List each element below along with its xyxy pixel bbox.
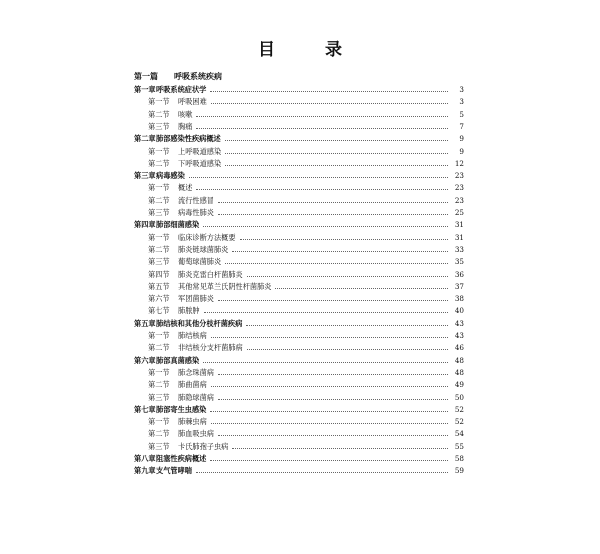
entry-number: 第一节 bbox=[148, 146, 170, 156]
part-heading bbox=[134, 71, 222, 82]
entry-title: 葡萄球菌肺炎 bbox=[178, 257, 222, 267]
entry-page-number: 52 bbox=[454, 404, 464, 414]
entry-title: 卡氏肺孢子虫病 bbox=[178, 441, 229, 451]
entry-number: 第五节 bbox=[148, 281, 170, 291]
entry-title: 胸痛 bbox=[178, 121, 193, 131]
dot-leader bbox=[211, 336, 448, 338]
dot-leader bbox=[225, 164, 448, 166]
toc-chapter-row bbox=[134, 169, 464, 181]
entry-number: 第七节 bbox=[148, 306, 170, 316]
toc-section-row bbox=[148, 440, 464, 452]
dot-leader bbox=[210, 410, 448, 412]
toc-section-row bbox=[148, 280, 464, 292]
dot-leader bbox=[203, 225, 448, 227]
entry-page-number: 37 bbox=[454, 281, 464, 291]
dot-leader bbox=[196, 188, 448, 190]
entry-number: 第三节 bbox=[148, 441, 170, 451]
entry-page-number: 5 bbox=[459, 109, 464, 119]
entry-title: 其他常见革兰氏阴性杆菌肺炎 bbox=[178, 281, 272, 291]
entry-title: 肺曲菌病 bbox=[178, 380, 207, 390]
entry-number: 第三节 bbox=[148, 392, 170, 402]
toc-section-row bbox=[148, 157, 464, 169]
entry-page-number: 3 bbox=[459, 97, 464, 107]
toc-section-row bbox=[148, 206, 464, 218]
entry-page-number: 23 bbox=[454, 195, 464, 205]
toc-chapter-row bbox=[134, 354, 464, 366]
part-name: 呼吸系统疾病 bbox=[174, 71, 222, 81]
entry-number: 第三章 bbox=[134, 171, 156, 181]
entry-number: 第二节 bbox=[148, 109, 170, 119]
entry-title: 病毒性肺炎 bbox=[178, 208, 214, 217]
toc-section-row bbox=[148, 378, 464, 390]
toc-section-row bbox=[148, 292, 464, 304]
toc-section-row bbox=[148, 427, 464, 439]
entry-page-number: 7 bbox=[459, 121, 464, 131]
entry-title: 肺部真菌感染 bbox=[156, 355, 200, 365]
entry-title: 肺棘虫病 bbox=[178, 417, 207, 427]
entry-title: 流行性感冒 bbox=[178, 195, 214, 205]
part-number: 第一篇 bbox=[134, 71, 158, 81]
entry-page-number: 9 bbox=[459, 134, 464, 144]
dot-leader bbox=[240, 238, 448, 240]
toc-chapter-row bbox=[134, 317, 464, 329]
entry-title: 肺隐球菌病 bbox=[178, 392, 214, 402]
entry-number: 第九章 bbox=[134, 466, 156, 476]
entry-title: 肺部细菌感染 bbox=[156, 220, 200, 230]
entry-title: 肺血吸虫病 bbox=[178, 429, 214, 439]
dot-leader bbox=[210, 459, 448, 461]
entry-title: 肺念珠菌病 bbox=[178, 367, 214, 377]
entry-title: 临床诊断方法概要 bbox=[178, 232, 236, 242]
dot-leader bbox=[218, 299, 448, 301]
entry-number: 第一节 bbox=[148, 367, 170, 377]
entry-title: 咳嗽 bbox=[178, 109, 193, 119]
dot-leader bbox=[196, 115, 448, 117]
entry-page-number: 31 bbox=[454, 220, 464, 230]
toc-chapter-row bbox=[134, 132, 464, 144]
dot-leader bbox=[218, 213, 448, 215]
entry-number: 第四节 bbox=[148, 269, 170, 279]
toc-chapter-row bbox=[134, 83, 464, 95]
toc-section-row bbox=[148, 95, 464, 107]
toc-section-row bbox=[148, 194, 464, 206]
entry-number: 第八章 bbox=[134, 454, 156, 463]
dot-leader bbox=[232, 250, 448, 252]
dot-leader bbox=[247, 275, 448, 277]
entry-number: 第四章 bbox=[134, 220, 156, 230]
toc-section-row bbox=[148, 304, 464, 316]
toc-section-row bbox=[148, 366, 464, 378]
entry-page-number: 43 bbox=[454, 331, 464, 340]
entry-title: 阻塞性疾病概述 bbox=[156, 454, 207, 463]
entry-title: 支气管哮喘 bbox=[156, 466, 192, 476]
toc-section-row bbox=[148, 391, 464, 403]
entry-number: 第二节 bbox=[148, 343, 170, 353]
entry-title: 非结核分支杆菌肺病 bbox=[178, 343, 243, 353]
dot-leader bbox=[218, 434, 448, 436]
entry-page-number: 9 bbox=[459, 146, 464, 156]
entry-page-number: 38 bbox=[454, 294, 464, 304]
entry-title: 肺结核和其他分枝杆菌疾病 bbox=[156, 318, 243, 328]
entry-number: 第一节 bbox=[148, 232, 170, 242]
entry-number: 第二章 bbox=[134, 134, 156, 144]
toc-section-row bbox=[148, 329, 464, 341]
dot-leader bbox=[218, 373, 448, 375]
entry-number: 第六节 bbox=[148, 294, 170, 304]
entry-number: 第一节 bbox=[148, 183, 170, 193]
toc-section-row bbox=[148, 231, 464, 243]
entry-page-number: 48 bbox=[454, 367, 464, 377]
entry-number: 第二节 bbox=[148, 158, 170, 168]
entry-title: 概述 bbox=[178, 183, 193, 193]
entry-number: 第二节 bbox=[148, 195, 170, 205]
entry-page-number: 50 bbox=[454, 392, 464, 402]
entry-title: 病毒感染 bbox=[156, 171, 185, 181]
dot-leader bbox=[225, 262, 448, 264]
entry-page-number: 40 bbox=[454, 306, 464, 316]
entry-page-number: 25 bbox=[454, 208, 464, 217]
entry-page-number: 33 bbox=[454, 244, 464, 254]
toc-section-row bbox=[148, 181, 464, 193]
toc-chapter-row bbox=[134, 452, 464, 464]
entry-page-number: 23 bbox=[454, 171, 464, 181]
dot-leader bbox=[211, 422, 448, 424]
entry-page-number: 3 bbox=[459, 85, 464, 94]
entry-title: 肺脓肿 bbox=[178, 306, 200, 316]
entry-title: 肺炎克雷白杆菌肺炎 bbox=[178, 269, 243, 279]
entry-number: 第七章 bbox=[134, 404, 156, 414]
entry-page-number: 46 bbox=[454, 343, 464, 353]
toc-chapter-row bbox=[134, 464, 464, 476]
toc-section-row bbox=[148, 268, 464, 280]
entry-number: 第三节 bbox=[148, 121, 170, 131]
dot-leader bbox=[204, 311, 448, 313]
toc-section-row bbox=[148, 145, 464, 157]
dot-leader bbox=[196, 127, 448, 129]
entry-page-number: 59 bbox=[454, 466, 464, 476]
entry-number: 第一节 bbox=[148, 331, 170, 340]
entry-page-number: 49 bbox=[454, 380, 464, 390]
entry-page-number: 31 bbox=[454, 232, 464, 242]
dot-leader bbox=[225, 152, 448, 154]
entry-title: 肺部寄生虫感染 bbox=[156, 404, 207, 414]
entry-number: 第二节 bbox=[148, 244, 170, 254]
entry-title: 军团菌肺炎 bbox=[178, 294, 214, 304]
dot-leader bbox=[246, 324, 448, 326]
toc-section-row bbox=[148, 415, 464, 427]
toc-chapter-row bbox=[134, 403, 464, 415]
dot-leader bbox=[218, 398, 448, 400]
entry-number: 第三节 bbox=[148, 208, 170, 217]
dot-leader bbox=[232, 447, 448, 449]
entry-number: 第二节 bbox=[148, 429, 170, 439]
entry-page-number: 23 bbox=[454, 183, 464, 193]
entry-page-number: 55 bbox=[454, 441, 464, 451]
toc-section-row bbox=[148, 108, 464, 120]
entry-page-number: 54 bbox=[454, 429, 464, 439]
dot-leader bbox=[211, 102, 448, 104]
entry-number: 第五章 bbox=[134, 318, 156, 328]
dot-leader bbox=[189, 176, 448, 178]
entry-number: 第一节 bbox=[148, 417, 170, 427]
dot-leader bbox=[225, 139, 448, 141]
entry-page-number: 12 bbox=[454, 158, 464, 168]
entry-number: 第六章 bbox=[134, 355, 156, 365]
toc-section-row bbox=[148, 255, 464, 267]
toc-chapter-row bbox=[134, 218, 464, 230]
entry-number: 第二节 bbox=[148, 380, 170, 390]
dot-leader bbox=[275, 287, 448, 289]
entry-page-number: 43 bbox=[454, 318, 464, 328]
dot-leader bbox=[196, 471, 448, 473]
toc-section-row bbox=[148, 243, 464, 255]
entry-page-number: 58 bbox=[454, 454, 464, 463]
entry-page-number: 48 bbox=[454, 355, 464, 365]
dot-leader bbox=[211, 385, 448, 387]
entry-number: 第一章 bbox=[134, 85, 156, 94]
toc-section-row bbox=[148, 341, 464, 353]
dot-leader bbox=[203, 361, 448, 363]
toc-section-row bbox=[148, 120, 464, 132]
entry-title: 呼吸困难 bbox=[178, 97, 207, 107]
entry-title: 肺炎链球菌肺炎 bbox=[178, 244, 229, 254]
dot-leader bbox=[247, 348, 448, 350]
entry-number: 第一节 bbox=[148, 97, 170, 107]
entry-page-number: 35 bbox=[454, 257, 464, 267]
entry-number: 第三节 bbox=[148, 257, 170, 267]
entry-title: 呼吸系统症状学 bbox=[156, 85, 207, 94]
dot-leader bbox=[218, 201, 448, 203]
entry-title: 肺部感染性疾病概述 bbox=[156, 134, 221, 144]
entry-title: 肺结核病 bbox=[178, 331, 207, 340]
entry-page-number: 52 bbox=[454, 417, 464, 427]
entry-page-number: 36 bbox=[454, 269, 464, 279]
page-title: 目 录 bbox=[258, 40, 364, 60]
entry-title: 下呼吸道感染 bbox=[178, 158, 222, 168]
dot-leader bbox=[210, 90, 448, 92]
entry-title: 上呼吸道感染 bbox=[178, 146, 222, 156]
